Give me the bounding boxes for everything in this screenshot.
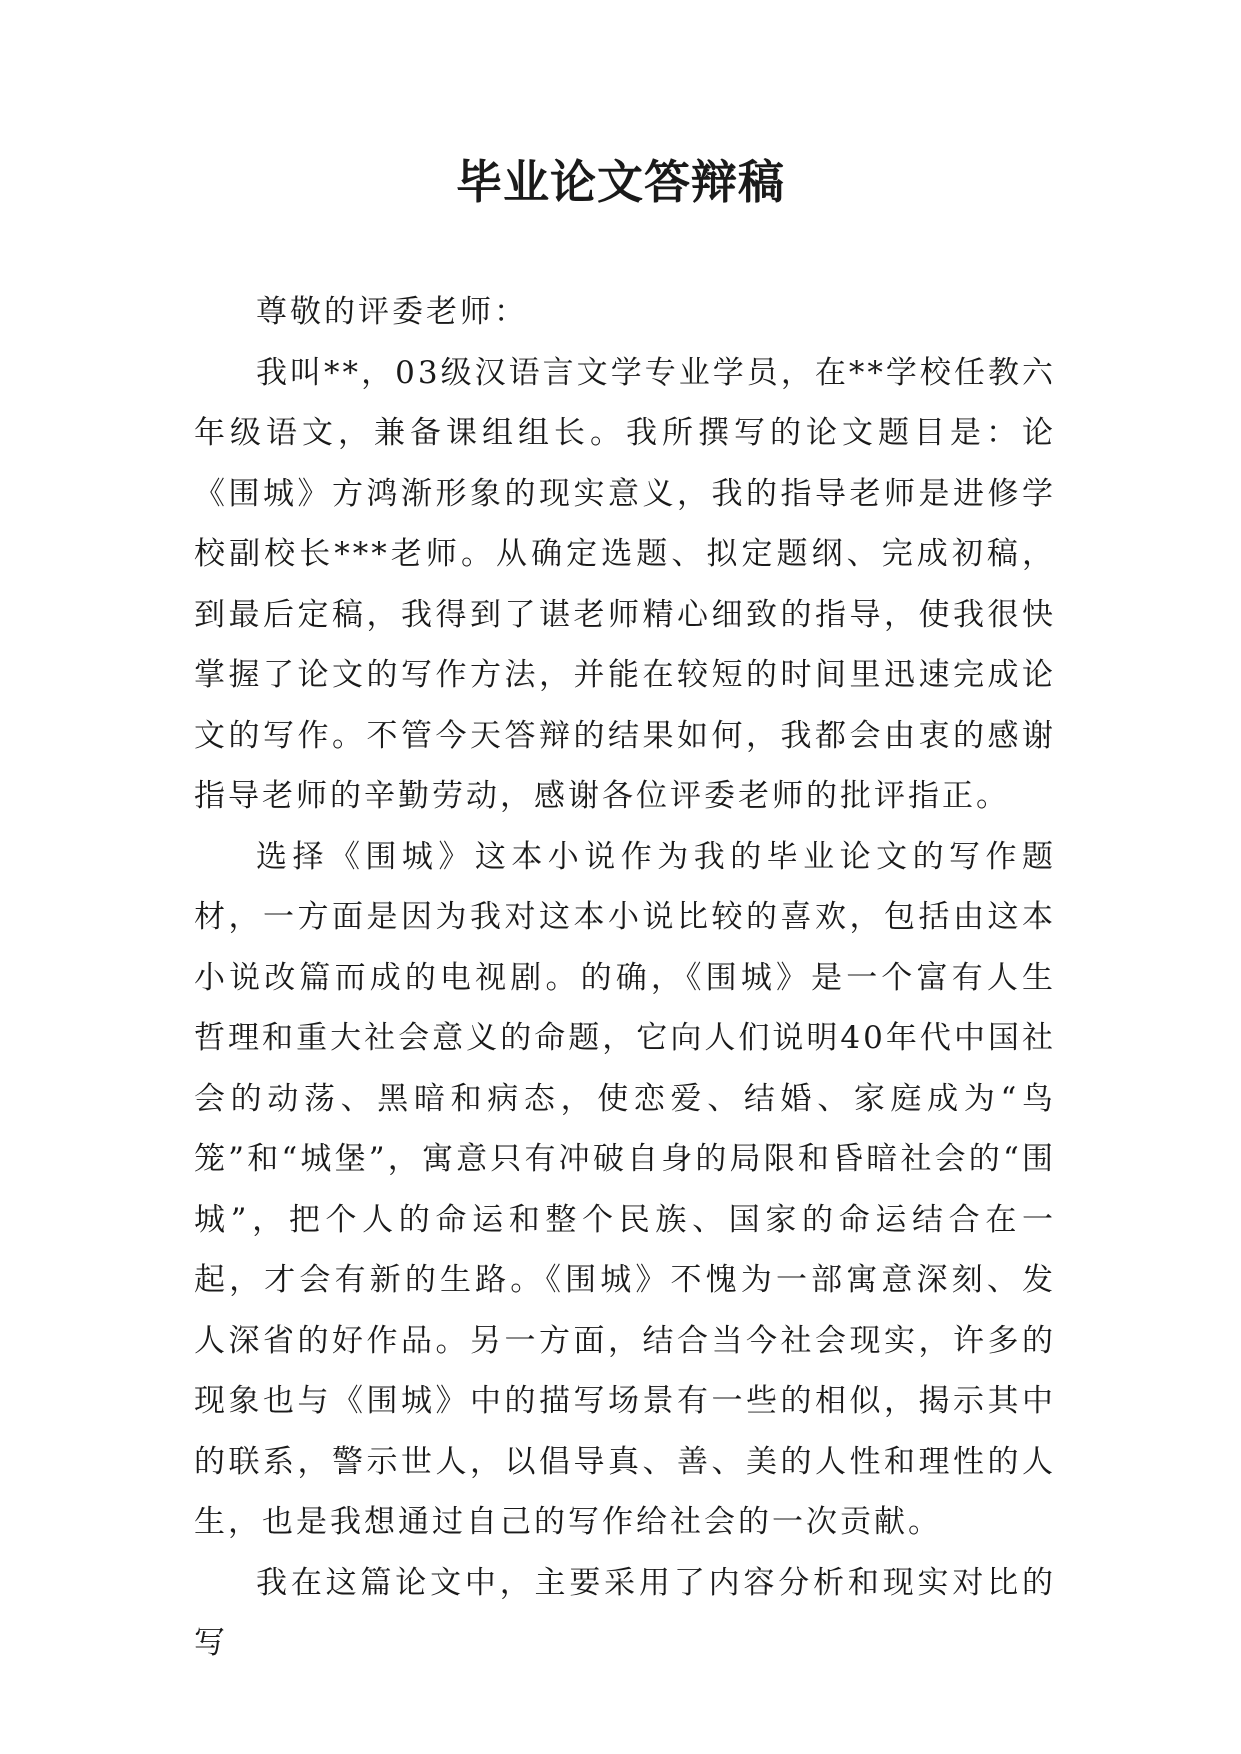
- document-title: 毕业论文答辩稿: [456, 155, 785, 209]
- salutation: 尊敬的评委老师：: [256, 294, 528, 330]
- paragraph-method: 我在这篇论文中，主要采用了内容分析和现实对比的写: [194, 1564, 1056, 1661]
- paragraph-introduction: 我叫**，03级汉语言文学专业学员，在**学校任教六年级语文，兼备课组组长。我所撰写的论文题目是：论《围城》方鸿渐形象的现实意义，我的指导老师是进修学校副校长***老师。从确定选题、拟定题纲、完成初稿，到最后定稿，我得到了谌老师精心细致的指导，使我很快掌握了论文的写作方法，并能在较短的时间里迅速完成论文的写作。不管今天答辩的结果如何，我都会由衷的感谢指导老师的辛勤劳动，感谢各位评委老师的批评指正。: [194, 354, 1056, 814]
- document-body: [194, 282, 1056, 1674]
- paragraph-topic-choice: 选择《围城》这本小说作为我的毕业论文的写作题材，一方面是因为我对这本小说比较的喜欢，包括由这本小说改篇而成的电视剧。的确，《围城》是一个富有人生哲理和重大社会意义的命题，它向人们说明40年代中国社会的动荡、黑暗和病态，使恋爱、结婚、家庭成为“鸟笼”和“城堡”，寓意只有冲破自身的局限和昏暗社会的“围城”，把个人的命运和整个民族、国家的命运结合在一起，才会有新的生路。《围城》不愧为一部寓意深刻、发人深省的好作品。另一方面，结合当今社会现实，许多的现象也与《围城》中的描写场景有一些的相似，揭示其中的联系，警示世人，以倡导真、善、美的人性和理性的人生，也是我想通过自己的写作给社会的一次贡献。: [194, 838, 1056, 1540]
